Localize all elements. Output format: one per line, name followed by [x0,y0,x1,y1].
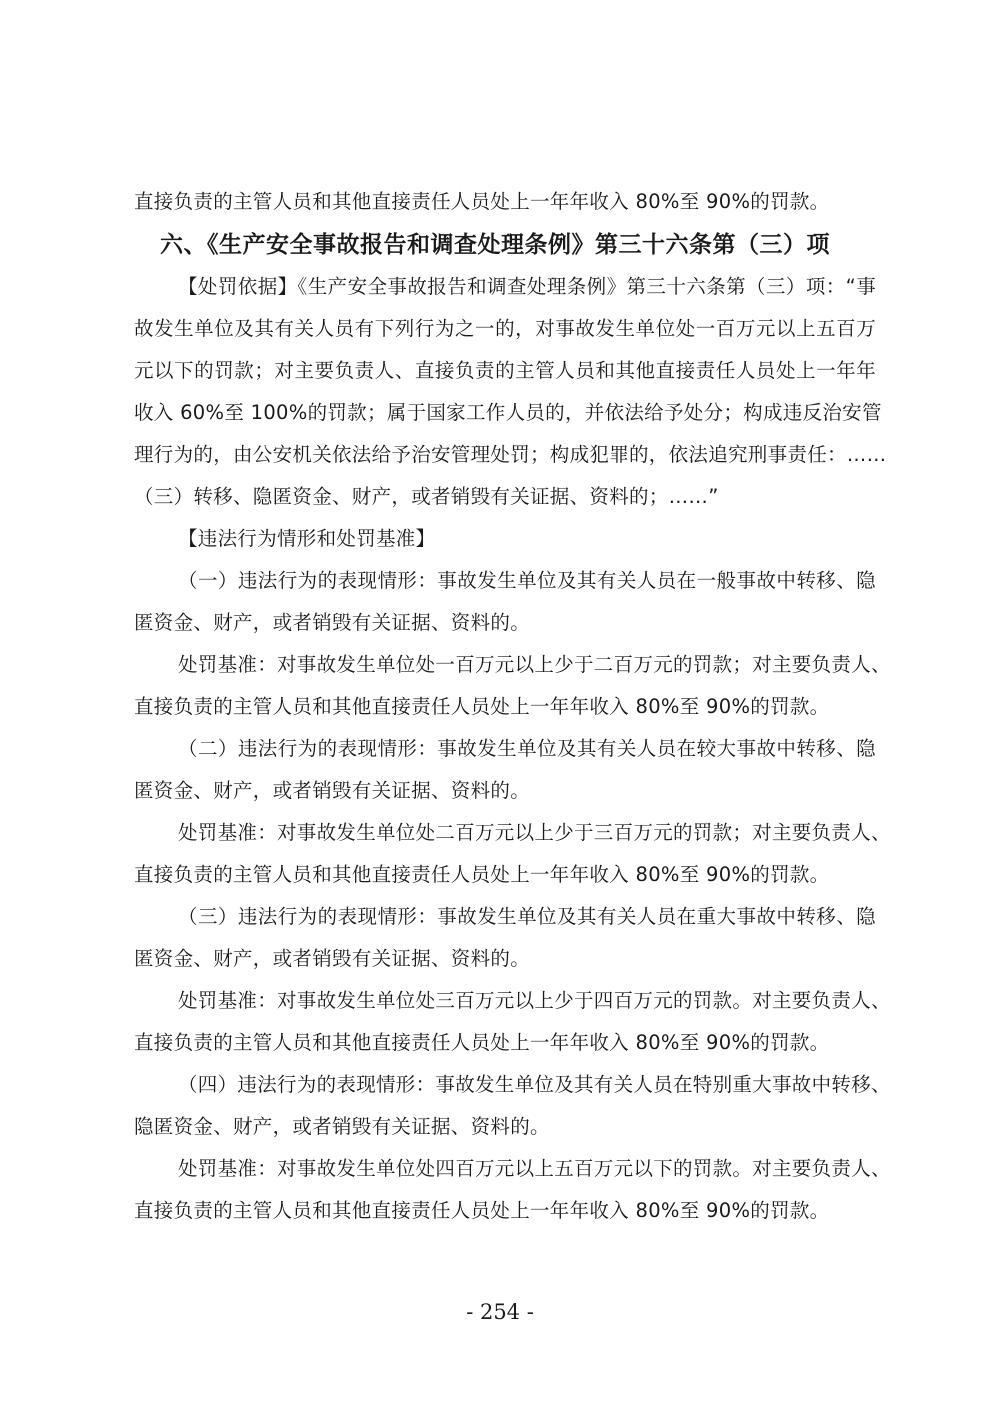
basis-line: （三）转移、隐匿资金、财产，或者销毁有关证据、资料的；……” [134,485,719,508]
situation-line: 隐匿资金、财产，或者销毁有关证据、资料的。 [134,1115,550,1138]
basis-line: 【处罚依据】《生产安全事故报告和调查处理条例》第三十六条第（三）项：“事 [178,275,876,298]
penalty-line: 直接负责的主管人员和其他直接责任人员处上一年年收入 80%至 90%的罚款。 [134,695,830,718]
penalty-line: 处罚基准：对事故发生单位处二百万元以上少于三百万元的罚款；对主要负责人、 [178,821,891,844]
penalty-line: 直接负责的主管人员和其他直接责任人员处上一年年收入 80%至 90%的罚款。 [134,1199,830,1222]
situation-line: 匿资金、财产，或者销毁有关证据、资料的。 [134,611,531,634]
situation-line: 匿资金、财产，或者销毁有关证据、资料的。 [134,947,531,970]
basis-line: 收入 60%至 100%的罚款；属于国家工作人员的，并依法给予处分；构成违反治安管 [134,401,882,424]
carryover-line: 直接负责的主管人员和其他直接责任人员处上一年年收入 80%至 90%的罚款。 [134,190,830,213]
basis-line: 元以下的罚款；对主要负责人、直接负责的主管人员和其他直接责任人员处上一年年 [134,359,876,382]
situation-line: 匿资金、财产，或者销毁有关证据、资料的。 [134,779,531,802]
penalty-line: 处罚基准：对事故发生单位处三百万元以上少于四百万元的罚款。对主要负责人、 [178,989,891,1012]
penalty-line: 处罚基准：对事故发生单位处一百万元以上少于二百万元的罚款；对主要负责人、 [178,653,891,676]
page-number: - 254 - [466,1300,534,1324]
situation-line: （三）违法行为的表现情形：事故发生单位及其有关人员在重大事故中转移、隐 [178,905,876,928]
penalty-line: 处罚基准：对事故发生单位处四百万元以上五百万元以下的罚款。对主要负责人、 [178,1157,891,1180]
situation-line: （二）违法行为的表现情形：事故发生单位及其有关人员在较大事故中转移、隐 [178,737,876,760]
penalty-line: 直接负责的主管人员和其他直接责任人员处上一年年收入 80%至 90%的罚款。 [134,1031,830,1054]
situation-line: （四）违法行为的表现情形：事故发生单位及其有关人员在特别重大事故中转移、 [178,1073,891,1096]
basis-line: 理行为的，由公安机关依法给予治安管理处罚；构成犯罪的，依法追究刑事责任：…… [134,443,887,466]
situation-line: （一）违法行为的表现情形：事故发生单位及其有关人员在一般事故中转移、隐 [178,569,876,592]
basis-line: 故发生单位及其有关人员有下列行为之一的，对事故发生单位处一百万元以上五百万 [134,317,876,340]
penalty-line: 直接负责的主管人员和其他直接责任人员处上一年年收入 80%至 90%的罚款。 [134,863,830,886]
section-title: 六、《生产安全事故报告和调查处理条例》第三十六条第（三）项 [160,231,830,258]
criteria-heading: 【违法行为情形和处罚基准】 [178,527,436,550]
